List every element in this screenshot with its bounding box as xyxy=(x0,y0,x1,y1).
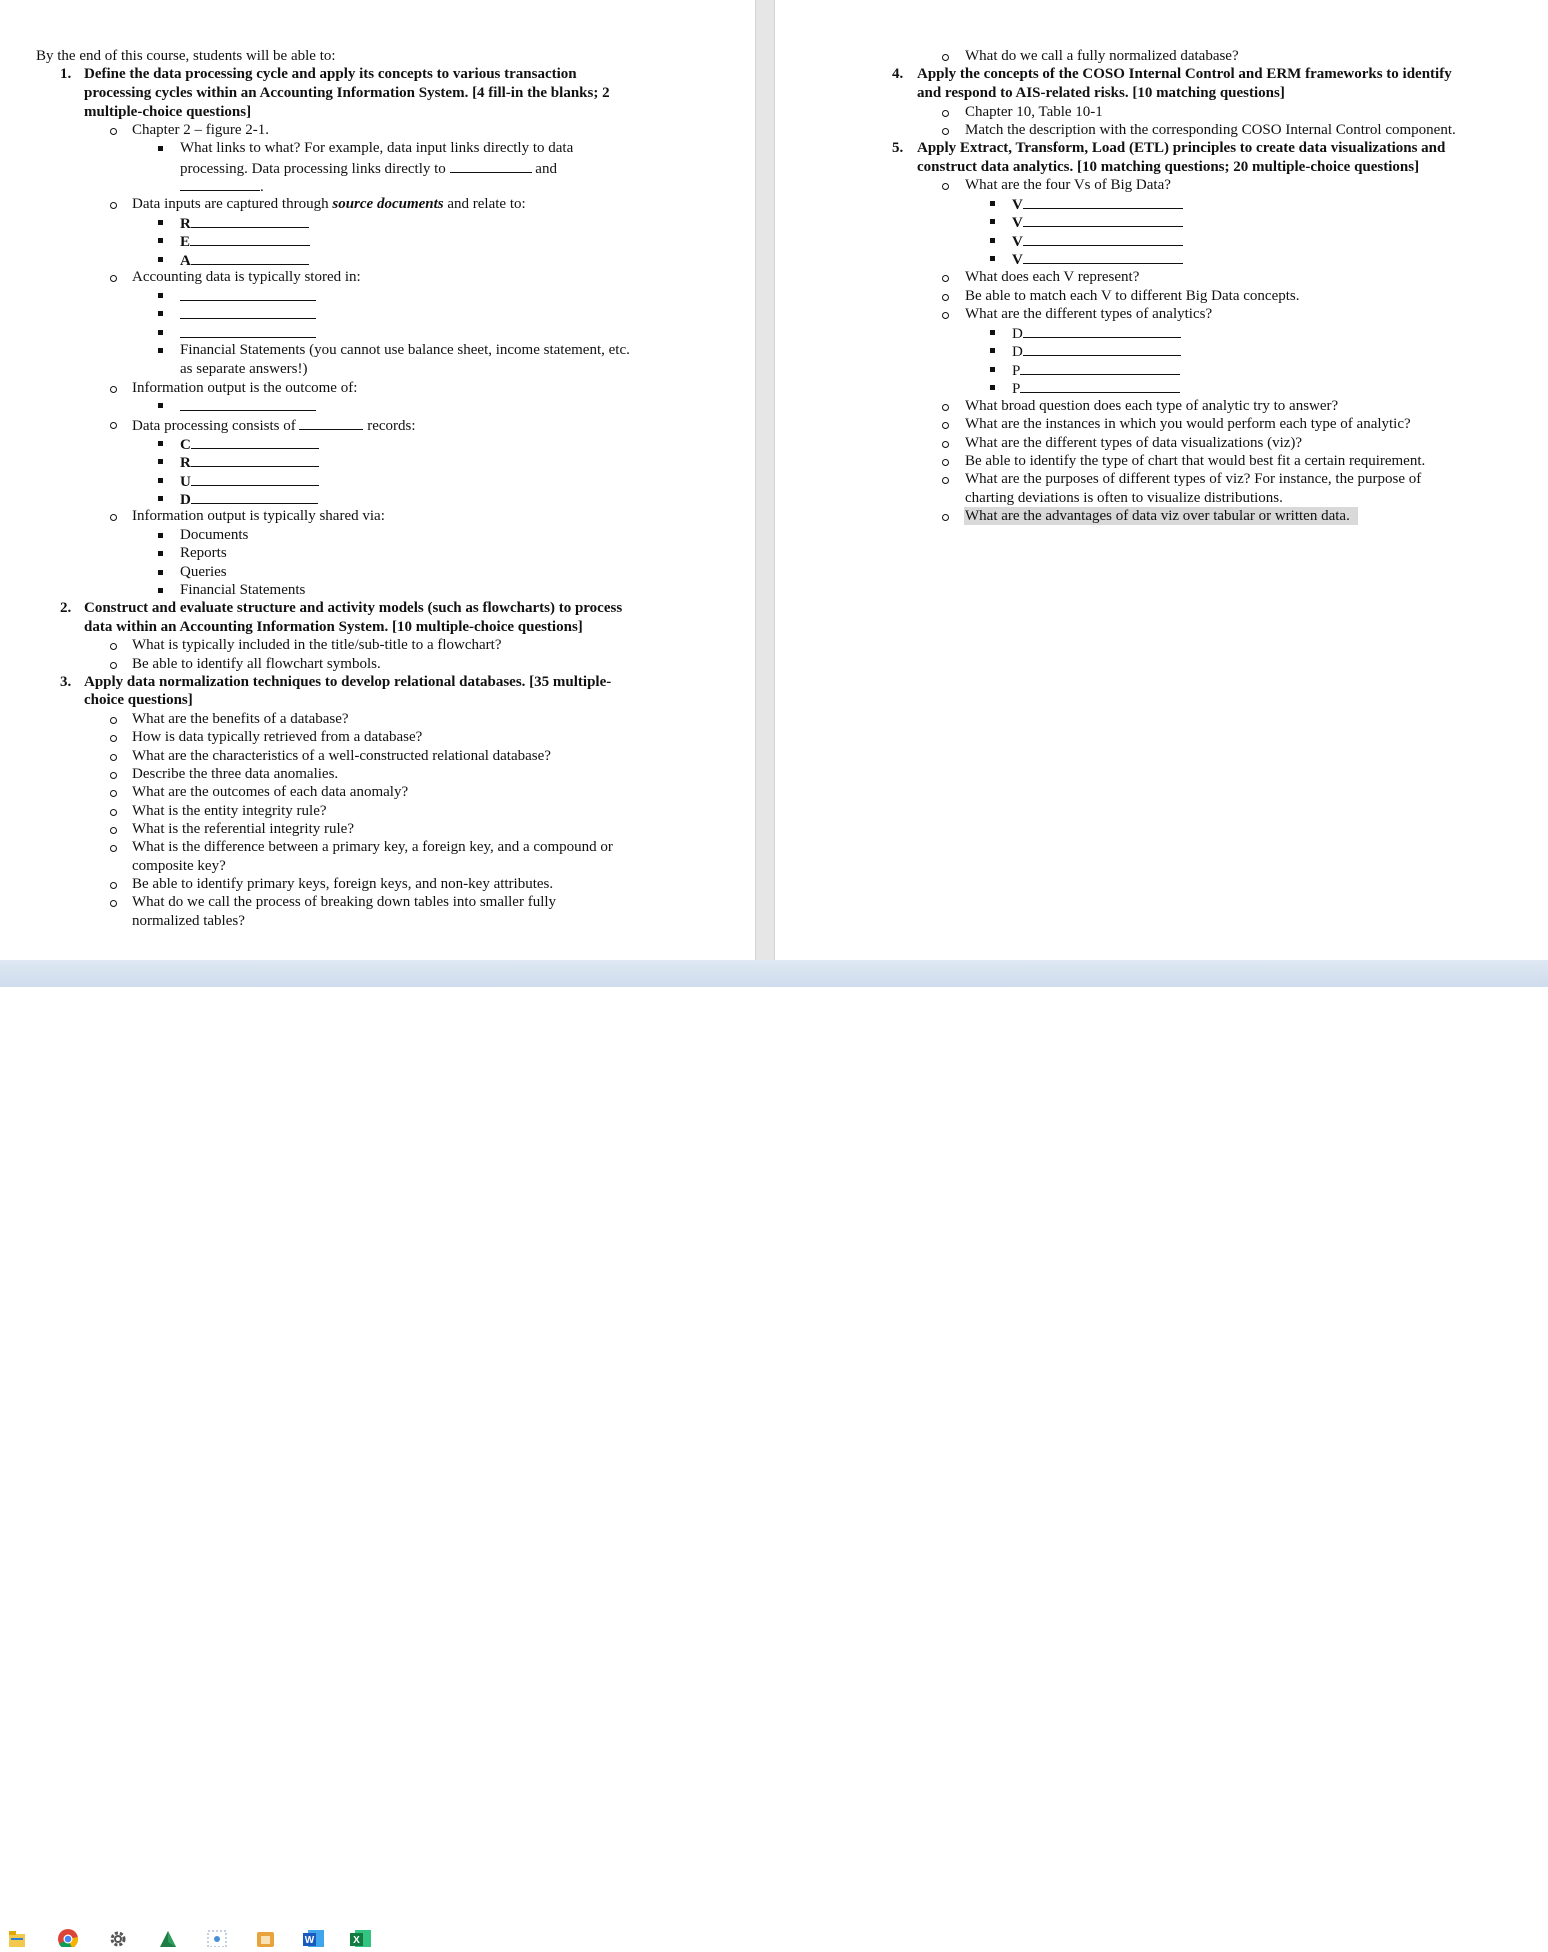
list-item-cont: charting deviations is often to visualize distributions. xyxy=(965,490,1283,506)
intro-line: By the end of this course, students will be able to: xyxy=(36,48,336,64)
list-item: Describe the three data anomalies. xyxy=(132,766,339,782)
square-bullet-icon xyxy=(158,348,163,353)
square-bullet-icon xyxy=(158,570,163,575)
square-bullet-icon xyxy=(990,238,995,243)
svg-text:X: X xyxy=(353,1935,360,1946)
list-item: What is the entity integrity rule? xyxy=(132,803,327,819)
fill-blank-v: V xyxy=(1012,249,1183,269)
list-item: Information output is typically shared via: xyxy=(132,508,385,524)
circle-bullet-icon xyxy=(942,183,949,190)
square-bullet-icon xyxy=(158,403,163,408)
fill-blank-v: V xyxy=(1012,231,1183,251)
circle-bullet-icon xyxy=(942,422,949,429)
list-item: What links to what? For example, data input links directly to data xyxy=(180,140,574,156)
chrome-icon[interactable] xyxy=(58,1928,78,1947)
circle-bullet-icon xyxy=(110,790,117,797)
list-item: Be able to identify primary keys, foreign keys, and non-key attributes. xyxy=(132,876,554,892)
square-bullet-icon xyxy=(158,293,163,298)
circle-bullet-icon xyxy=(110,882,117,889)
square-bullet-icon xyxy=(990,256,995,261)
list-item: Financial Statements (you cannot use balance sheet, income statement, etc. xyxy=(180,342,630,358)
objective-3-number: 3. xyxy=(60,674,72,690)
circle-bullet-icon xyxy=(110,202,117,209)
square-bullet-icon xyxy=(158,257,163,262)
list-item: What do we call a fully normalized database? xyxy=(965,48,1239,64)
circle-bullet-icon xyxy=(942,404,949,411)
objective-4-text-cont: and respond to AIS-related risks. [10 matching questions] xyxy=(917,85,1285,101)
word-icon[interactable] xyxy=(303,1928,323,1947)
circle-bullet-icon xyxy=(110,422,117,429)
square-bullet-icon xyxy=(990,348,995,353)
circle-bullet-icon xyxy=(942,275,949,282)
svg-text:W: W xyxy=(304,1935,315,1946)
document-page-left xyxy=(0,0,755,960)
square-bullet-icon xyxy=(990,367,995,372)
square-bullet-icon xyxy=(158,441,163,446)
fill-blank xyxy=(180,304,316,324)
fill-blank-r: R xyxy=(180,213,309,233)
document-page-right xyxy=(775,0,1548,960)
list-item: Data inputs are captured through source documents and relate to: xyxy=(132,196,526,212)
fill-blank-v: V xyxy=(1012,212,1183,232)
circle-bullet-icon xyxy=(942,477,949,484)
circle-bullet-icon xyxy=(110,845,117,852)
list-item: What are the purposes of different types of viz? For instance, the purpose of xyxy=(965,471,1422,487)
list-item: How is data typically retrieved from a database? xyxy=(132,729,423,745)
circle-bullet-icon xyxy=(942,54,949,61)
list-item: Data processing consists of records: xyxy=(132,415,416,435)
fill-blank-d: D xyxy=(1012,341,1181,361)
objective-3-text: Apply data normalization techniques to develop relational databases. [35 multiple- xyxy=(84,674,612,690)
circle-bullet-icon xyxy=(110,275,117,282)
list-item: Queries xyxy=(180,564,227,580)
circle-bullet-icon xyxy=(942,441,949,448)
list-item: What are the different types of analytics? xyxy=(965,306,1213,322)
square-bullet-icon xyxy=(990,330,995,335)
list-item: Match the description with the corresponding COSO Internal Control component. xyxy=(965,122,1456,138)
square-bullet-icon xyxy=(990,385,995,390)
circle-bullet-icon xyxy=(942,110,949,117)
list-item: Be able to match each V to different Big Data concepts. xyxy=(965,288,1300,304)
list-item: What are the instances in which you would perform each type of analytic? xyxy=(965,416,1411,432)
app-icon[interactable] xyxy=(158,1928,178,1947)
objective-1-text-cont: multiple-choice questions] xyxy=(84,104,252,120)
list-item: What are the four Vs of Big Data? xyxy=(965,177,1171,193)
list-item: Be able to identify the type of chart that would best fit a certain requirement. xyxy=(965,453,1426,469)
list-item-cont: composite key? xyxy=(132,858,226,874)
fill-blank xyxy=(180,286,316,306)
circle-bullet-icon xyxy=(110,900,117,907)
objective-4-text: Apply the concepts of the COSO Internal Control and ERM frameworks to identify xyxy=(917,66,1452,82)
objective-5-text: Apply Extract, Transform, Load (ETL) principles to create data visualizations and xyxy=(917,140,1446,156)
circle-bullet-icon xyxy=(110,809,117,816)
list-item: What are the benefits of a database? xyxy=(132,711,349,727)
fill-blank-a: A xyxy=(180,250,309,270)
circle-bullet-icon xyxy=(110,643,117,650)
square-bullet-icon xyxy=(158,533,163,538)
circle-bullet-icon xyxy=(942,312,949,319)
fill-blank xyxy=(180,323,316,343)
objective-1-text-cont: processing cycles within an Accounting Information System. [4 fill-in the blanks; 2 xyxy=(84,85,610,101)
list-item: Accounting data is typically stored in: xyxy=(132,269,361,285)
file-explorer-icon[interactable] xyxy=(8,1928,28,1947)
circle-bullet-icon xyxy=(110,717,117,724)
circle-bullet-icon xyxy=(110,735,117,742)
list-item-cont: normalized tables? xyxy=(132,913,245,929)
list-item: What do we call the process of breaking down tables into smaller fully xyxy=(132,894,557,910)
square-bullet-icon xyxy=(158,146,163,151)
list-item: What are the different types of data visualizations (viz)? xyxy=(965,435,1303,451)
list-item: What does each V represent? xyxy=(965,269,1140,285)
square-bullet-icon xyxy=(990,201,995,206)
fill-blank-e: E xyxy=(180,231,310,251)
fill-blank-c: C xyxy=(180,434,319,454)
fill-blank-p: P xyxy=(1012,378,1180,398)
objective-5-text-cont: construct data analytics. [10 matching questions; 20 multiple-choice questions] xyxy=(917,159,1420,175)
circle-bullet-icon xyxy=(110,386,117,393)
excel-icon[interactable] xyxy=(350,1928,370,1947)
fill-blank-d: D xyxy=(180,489,318,509)
square-bullet-icon xyxy=(158,238,163,243)
objective-1-number: 1. xyxy=(60,66,72,82)
fill-blank-d: D xyxy=(1012,323,1181,343)
circle-bullet-icon xyxy=(110,128,117,135)
fill-blank-u: U xyxy=(180,471,319,491)
circle-bullet-icon xyxy=(942,128,949,135)
list-item-cont: as separate answers!) xyxy=(180,361,308,377)
square-bullet-icon xyxy=(158,496,163,501)
square-bullet-icon xyxy=(158,459,163,464)
list-item: Information output is the outcome of: xyxy=(132,380,358,396)
objective-4-number: 4. xyxy=(892,66,904,82)
objective-2-text-cont: data within an Accounting Information System. [10 multiple-choice questions] xyxy=(84,619,583,635)
list-item: Chapter 10, Table 10-1 xyxy=(965,104,1103,120)
objective-5-number: 5. xyxy=(892,140,904,156)
circle-bullet-icon xyxy=(942,459,949,466)
fill-blank-v: V xyxy=(1012,194,1183,214)
square-bullet-icon xyxy=(158,478,163,483)
circle-bullet-icon xyxy=(110,772,117,779)
page-gutter xyxy=(755,0,775,960)
taskbar xyxy=(0,960,1548,1946)
fill-blank xyxy=(180,396,316,416)
list-item: What are the outcomes of each data anomaly? xyxy=(132,784,409,800)
highlighted-list-item[interactable]: What are the advantages of data viz over tabular or written data. xyxy=(964,507,1358,525)
objective-3-text-cont: choice questions] xyxy=(84,692,193,708)
objective-1-text: Define the data processing cycle and apply its concepts to various transaction xyxy=(84,66,577,82)
fill-blank-p: P xyxy=(1012,360,1180,380)
list-item: What are the characteristics of a well-constructed relational database? xyxy=(132,748,551,764)
media-icon[interactable] xyxy=(256,1928,276,1947)
objective-2-number: 2. xyxy=(60,600,72,616)
list-item: Chapter 2 – figure 2-1. xyxy=(132,122,270,138)
list-item: Reports xyxy=(180,545,227,561)
square-bullet-icon xyxy=(990,219,995,224)
list-item: What broad question does each type of analytic try to answer? xyxy=(965,398,1339,414)
circle-bullet-icon xyxy=(942,294,949,301)
circle-bullet-icon xyxy=(110,754,117,761)
square-bullet-icon xyxy=(158,588,163,593)
list-item: What is the difference between a primary key, a foreign key, and a compound or xyxy=(132,839,613,855)
settings-icon[interactable] xyxy=(108,1928,128,1947)
list-item: What is typically included in the title/sub-title to a flowchart? xyxy=(132,637,502,653)
list-item-cont: processing. Data processing links directly to and xyxy=(180,158,557,178)
square-bullet-icon xyxy=(158,330,163,335)
list-item: Financial Statements xyxy=(180,582,306,598)
list-item: What is the referential integrity rule? xyxy=(132,821,354,837)
circle-bullet-icon xyxy=(942,514,949,521)
fill-blank-r: R xyxy=(180,452,319,472)
list-item: Be able to identify all flowchart symbols. xyxy=(132,656,381,672)
circle-bullet-icon xyxy=(110,827,117,834)
objective-2-text: Construct and evaluate structure and activity models (such as flowcharts) to process xyxy=(84,600,623,616)
list-item: Documents xyxy=(180,527,249,543)
square-bullet-icon xyxy=(158,220,163,225)
circle-bullet-icon xyxy=(110,514,117,521)
list-item-cont: . xyxy=(180,176,264,196)
square-bullet-icon xyxy=(158,551,163,556)
snipping-tool-icon[interactable] xyxy=(207,1928,227,1947)
square-bullet-icon xyxy=(158,311,163,316)
circle-bullet-icon xyxy=(110,662,117,669)
